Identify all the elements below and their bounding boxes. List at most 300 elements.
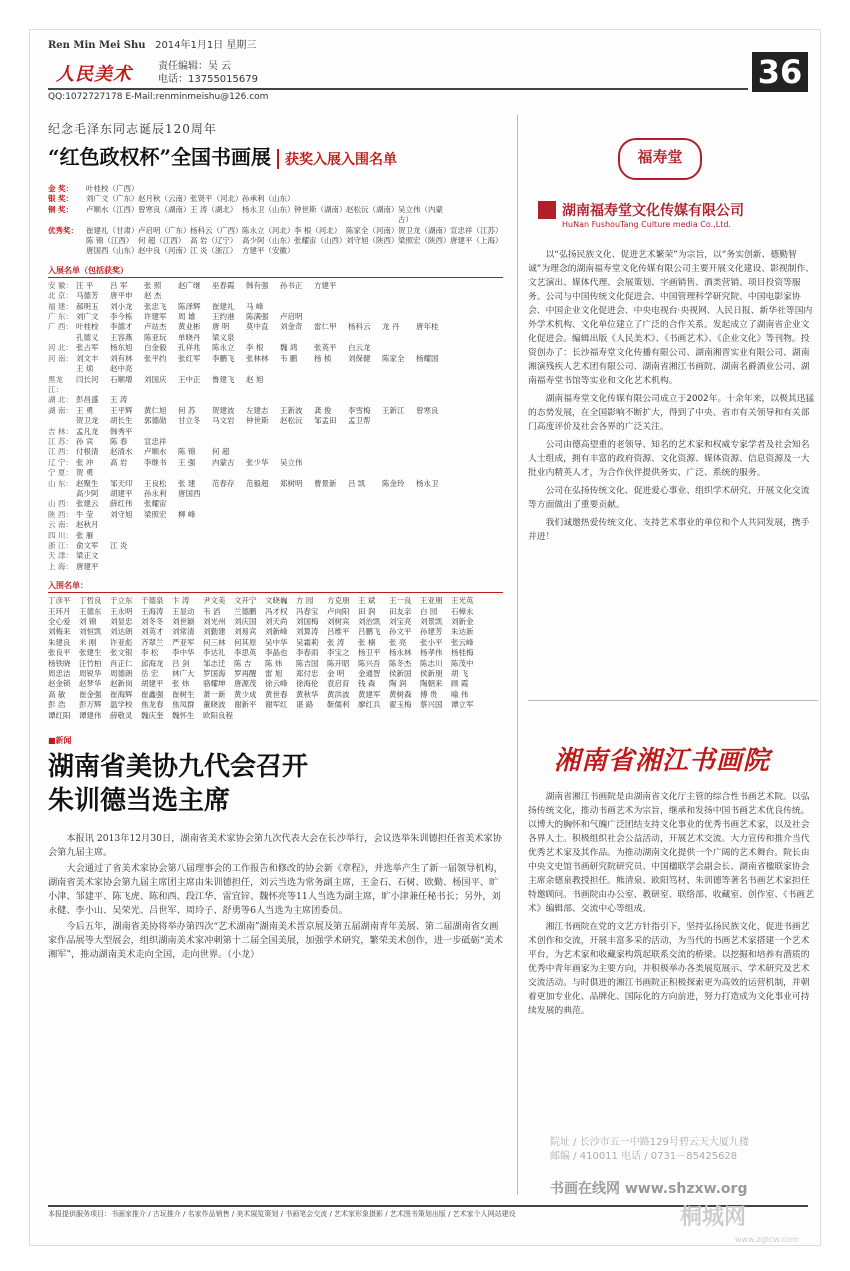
shortlist-name: 刘算涛 xyxy=(296,627,319,637)
region-label: 河 南： xyxy=(48,353,73,363)
entrant-name: 陈泽辉 xyxy=(178,301,201,311)
entrant-name: 宣忠祥 xyxy=(144,436,167,446)
entrant-name: 赵 杰 xyxy=(144,291,162,301)
award-winner: 方建平（安徽） xyxy=(242,246,295,256)
entrant-name: 胡长生 xyxy=(110,416,133,426)
shortlist-name: 刘国梅 xyxy=(296,617,319,627)
page-number: 36 xyxy=(752,52,808,92)
entrant-name: 韦 鹏 xyxy=(280,353,298,363)
entrant-name: 孟凡龙 xyxy=(76,426,99,436)
region-label: 山 东： xyxy=(48,478,73,488)
news-paragraph: 本报讯 2013年12月30日，湖南省美术家协会第九次代表大会在长沙举行，会议选举朱训德担任省美术家协会第九届主席。 xyxy=(48,833,502,859)
region-label: 上 海： xyxy=(48,561,73,571)
academy-phone: 邮编 / 410011 电话 / 0731－85425628 xyxy=(550,1151,738,1162)
shortlist-name: 蔡兴国 xyxy=(420,700,443,710)
award-winner: 陈永立（河北） xyxy=(242,225,295,235)
entrant-name: 张少华 xyxy=(246,457,269,467)
shortlist-name: 王环月 xyxy=(48,606,71,616)
entrant-name: 莫中直 xyxy=(246,322,269,332)
shortlist-name: 张良平 xyxy=(48,648,71,658)
company-name-cn: 湖南福寿堂文化传媒有限公司 xyxy=(562,203,744,219)
shortlist-name: 孙文平 xyxy=(389,627,412,637)
news-paragraph: 今后五年，湖南省美协将举办第四次“艺术湖南”湖南美术晋京展及第五届湖南青年美展、第二届湖南省女画家作品展等大型展会，组织湖南美术家冲刺第十二届全国美展，加强学术研究，繁荣美术创作，进一步砥砺“美术湘军”，推动湖南美术走向全国，走向世界。（小龙） xyxy=(48,921,503,961)
shortlist-name: 崔鑫强 xyxy=(141,689,164,699)
shortlist-name: 刘景凯 xyxy=(420,617,443,627)
region-label: 辽 宁： xyxy=(48,457,73,467)
shortlist-name: 张 亮 xyxy=(389,637,407,647)
entrant-name: 龙 丹 xyxy=(382,322,400,332)
shortlist-name: 黄洪波 xyxy=(327,689,350,699)
entrant-name: 陈 锦 xyxy=(178,447,196,457)
shortlist-name: 赵梦华 xyxy=(79,679,102,689)
entrant-name: 杨耀国 xyxy=(416,353,439,363)
region-label: 湖 南： xyxy=(48,405,73,415)
article-kicker: 纪念毛泽东同志诞辰120周年 xyxy=(48,122,217,136)
shortlist-name: 丁彦平 xyxy=(48,596,71,606)
shortlist-name: 陶朝来 xyxy=(420,679,443,689)
newspaper-logo: 人民美术 xyxy=(56,64,132,85)
award-label: 铜 奖： xyxy=(48,204,74,214)
entrant-name: 刘有林 xyxy=(110,353,133,363)
entrant-name: 汪 平 xyxy=(76,280,94,290)
shortlist-name: 黄世春 xyxy=(265,689,288,699)
shortlist-name: 刘世颖 xyxy=(172,617,195,627)
award-winner: 高 岩（辽宁） xyxy=(190,236,238,246)
shortlist-name: 刘达朗 xyxy=(110,627,133,637)
entrant-name: 张 雁 xyxy=(76,530,94,540)
region-label: 河 北： xyxy=(48,343,73,353)
shortlist-name: 焦龙春 xyxy=(141,700,164,710)
entrant-name: 赵秋月 xyxy=(76,520,99,530)
award-winner: 卢启明（广东） xyxy=(138,225,191,235)
shortlist-name: 刘 锦 xyxy=(79,617,97,627)
award-winner: 高少阿（山东） xyxy=(242,236,295,246)
shortlist-name: 陶 润 xyxy=(389,679,407,689)
region-label: 福 建： xyxy=(48,301,73,311)
shortlist-name: 崔海辉 xyxy=(110,689,133,699)
entrant-name: 马德芳 xyxy=(76,291,99,301)
shortlist-name: 王一良 xyxy=(389,596,412,606)
entrant-name: 贺建波 xyxy=(212,405,235,415)
award-winner: 刘守旭（陕西） xyxy=(346,236,399,246)
region-label: 宁 夏： xyxy=(48,468,73,478)
shortlist-name: 徐海伦 xyxy=(296,679,319,689)
entrant-name: 韩秀平 xyxy=(110,426,133,436)
entrant-name: 孔祥兆 xyxy=(178,343,201,353)
entrant-name: 杨 桢 xyxy=(314,353,332,363)
region-row xyxy=(48,520,503,530)
shortlist-name: 杨卫平 xyxy=(358,648,381,658)
entrant-name: 闫长河 xyxy=(76,374,99,384)
award-winner: 赵中良（河南） xyxy=(138,246,191,256)
entrant-name: 何 超 xyxy=(212,447,230,457)
region-label: 江 苏： xyxy=(48,436,73,446)
entrant-name: 王新江 xyxy=(382,405,405,415)
award-winner: 李 根（河北） xyxy=(294,225,342,235)
entrant-name: 赵松沅 xyxy=(280,416,303,426)
entrant-name: 王 勇 xyxy=(76,405,94,415)
entrant-name: 高少阿 xyxy=(76,488,99,498)
entrant-name: 叶桂校 xyxy=(76,322,99,332)
entrant-name: 左建志 xyxy=(246,405,269,415)
region-label: 广 西： xyxy=(48,322,73,332)
region-row xyxy=(48,437,503,447)
entrant-name: 孙永利 xyxy=(144,488,167,498)
entrant-name: 张英平 xyxy=(314,343,337,353)
left-column xyxy=(48,120,503,964)
shortlist-name: 吕维平 xyxy=(327,627,350,637)
region-label: 黑龙江： xyxy=(48,374,63,394)
entrant-name: 江 炎 xyxy=(110,541,128,550)
region-row xyxy=(48,354,503,364)
entrant-name: 刘小龙 xyxy=(110,301,133,311)
shortlist-name: 雷 旭 xyxy=(265,669,283,679)
award-winner: 杨永卫（山东） xyxy=(242,204,295,214)
award-winner: 梁照宏（陕西） xyxy=(398,236,451,246)
entrant-name: 龚 俊 xyxy=(314,405,332,415)
shortlist-name: 陈冬杰 xyxy=(389,658,412,668)
entrant-name: 马 峰 xyxy=(246,301,264,311)
entrant-name: 唐国西 xyxy=(178,488,201,498)
entrant-name: 邹孟田 xyxy=(314,416,337,426)
shortlist-name: 于德泉 xyxy=(141,596,164,606)
entrant-name: 陈永立 xyxy=(212,343,235,353)
news-paragraph: 大会通过了省美术家协会第八届理事会的工作报告和修改的协会新《章程》，并选举产生了新一届领导机构，湖南省美术家协会第九届主席团主席由朱训德担任，刘云当选为常务副主席，王金石、石树、欧勤、杨国平、旷小津、邹建平、陈飞虎、陈和西、段江华、雷宜锌、魏怀亮等11人当选为副主席，旷小津兼任秘书长；另外，刘永健、李小山、吴荣光、吕世军、周玲子、舒勇等6人当选为主席团委员。 xyxy=(48,863,503,917)
shortlist-name: 邹志迁 xyxy=(203,658,226,668)
shortlist-name: 文开宁 xyxy=(234,596,257,606)
entrant-name: 唐建平 xyxy=(76,561,99,571)
award-winner: 何 超（江西） xyxy=(138,236,186,246)
shortlist-name: 薛敬灵 xyxy=(110,710,133,720)
shortlist-name: 张建生 xyxy=(79,648,102,658)
entrant-name: 杨科云 xyxy=(348,322,371,332)
entrant-name: 梁义泉 xyxy=(212,332,235,342)
academy-paragraph: 湘江书画院在党的文艺方针指引下，坚持弘扬民族文化，促进书画艺术创作和交流，开展丰富多采的活动，为当代的书画艺术家搭建一个艺术平台，为艺术家和收藏家构筑起联系交流的桥梁。以挖掘和培养有潜质的优秀中青年画家为主要方向，并积极举办各类展览展示、学术研究及艺术交流活动。与时俱进的湘江书画院正积极探索更为高效的运营机制，并朝着更加专业化、品牌化、国际化的方向前进，努力打造成为文化事业可持续发展的典范。 xyxy=(528,922,810,1016)
entrant-name: 俞文军 xyxy=(76,541,99,550)
company-paragraph: 公司在弘扬传统文化、促进爱心事业、组织学术研究、开展文化交流等方面做出了重要贡献。 xyxy=(528,486,810,510)
page-footer: 本报提供服务项目：书画家推介 / 古玩推介 / 名家作品销售 / 美术展览策划 / 书画笔会交流 / 艺术家形象摄影 / 艺术图书策划出版 / 艺术家个人网站建设 xyxy=(48,1205,808,1223)
shortlist-name: 张文银 xyxy=(110,648,133,658)
entrant-name: 白云龙 xyxy=(348,343,371,353)
entrant-name: 范毅超 xyxy=(246,478,269,488)
entrant-name: 王良松 xyxy=(144,478,167,488)
award-winner: 江 炎（浙江） xyxy=(190,246,238,256)
news-body xyxy=(48,832,503,962)
shortlist-name: 孙建芳 xyxy=(420,627,443,637)
shortlist-name: 刘庆国 xyxy=(234,617,257,627)
entrant-name: 王约港 xyxy=(212,312,235,322)
shortlist-name: 田友亲 xyxy=(389,606,412,616)
shortlist-name: 朱达新 xyxy=(451,627,474,637)
entries-by-region xyxy=(48,281,503,572)
shortlist-name: 黄少成 xyxy=(234,689,257,699)
entrant-name: 张占军 xyxy=(76,343,99,353)
shortlist-name: 张小平 xyxy=(420,637,443,647)
entrant-name: 孙书正 xyxy=(280,280,303,290)
shortlist-name: 杨铁晓 xyxy=(48,658,71,668)
shortlist-name: 丁哲良 xyxy=(79,596,102,606)
newspaper-page xyxy=(30,30,820,1245)
shortlist-name: 李达礼 xyxy=(203,648,226,658)
entrant-name: 赵 旭 xyxy=(246,374,264,384)
company-logo-icon xyxy=(538,201,556,219)
shortlist-name: 张 涛 xyxy=(327,637,345,647)
award-winner: 陈家全（河南） xyxy=(346,225,399,235)
shortlist-name: 陈吉国 xyxy=(296,658,319,668)
entrant-name: 周 雄 xyxy=(178,312,196,322)
entrant-name: 吴立伟 xyxy=(280,457,303,467)
entrant-name: 刘国庆 xyxy=(144,374,167,384)
entrant-name: 王平辉 xyxy=(110,405,133,415)
region-row xyxy=(48,562,503,572)
region-row xyxy=(48,531,503,541)
award-row xyxy=(48,205,503,226)
award-winner: 唐建平（上海） xyxy=(450,236,503,246)
entrant-name: 邹天印 xyxy=(110,478,133,488)
award-winner: 张耀宙（山西） xyxy=(294,236,347,246)
entrant-name: 李鹏飞 xyxy=(212,353,235,363)
shortlist-name: 陈志川 xyxy=(420,658,443,668)
article-subtitle: 获奖入展入围名单 xyxy=(277,149,397,169)
shortlist-name: 吴霜莉 xyxy=(296,637,319,647)
shortlist-name: 林广大 xyxy=(172,669,195,679)
entrant-name: 卢站杰 xyxy=(144,322,167,332)
award-winner: 张贤平（河北） xyxy=(190,194,243,204)
entrant-name: 王 强 xyxy=(178,457,196,467)
shortlist-name: 周忠洁 xyxy=(48,669,71,679)
region-row xyxy=(48,447,503,457)
header-rule xyxy=(48,88,748,90)
region-label xyxy=(48,416,76,426)
entrant-name: 张 冲 xyxy=(76,457,94,467)
award-row xyxy=(48,194,503,204)
shortlist-name: 严亚军 xyxy=(172,637,195,647)
shortlist-name: 方克朋 xyxy=(327,596,350,606)
region-row xyxy=(48,510,503,520)
shortlist-name: 李春雨 xyxy=(296,648,319,658)
shortlist-name: 靳儒利 xyxy=(327,700,350,710)
entrant-name: 李雪梅 xyxy=(348,405,371,415)
entrant-name: 李继书 xyxy=(144,457,167,467)
award-winner: 贺卫龙（湖南） xyxy=(398,225,451,235)
entrant-name: 彭昌盛 xyxy=(76,395,99,405)
shortlist-name: 廖红兵 xyxy=(358,700,381,710)
shortlist-name: 黄建军 xyxy=(358,689,381,699)
company-paragraph: 公司由德高望重的老领导、知名的艺术家和权威专家学者及社会知名人士组成，拥有丰富的政府资源、文化资源、媒体资源、信息资源及一大批业内精英人才，为合作伙伴提供务实、广泛、系统的服务。 xyxy=(528,440,810,478)
fushoutang-seal: 福寿堂 xyxy=(618,138,702,180)
masthead-en: Ren Min Mei Shu xyxy=(48,40,146,51)
award-winner: 赵松沅（湖南） xyxy=(346,204,399,214)
shortlist-name: 高 敏 xyxy=(48,689,66,699)
entrant-name: 贺卫龙 xyxy=(76,416,99,426)
entrant-name: 石顺增 xyxy=(110,374,133,384)
shortlist-name: 刘易宾 xyxy=(234,627,257,637)
region-label: 广 东： xyxy=(48,312,73,322)
entrant-name: 柳 峰 xyxy=(178,509,196,519)
shortlist-name: 何三林 xyxy=(203,637,226,647)
shortlist-name: 刘英才 xyxy=(141,627,164,637)
shortlist-name: 刘新金 xyxy=(451,617,474,627)
entrant-name: 张 建 xyxy=(178,478,196,488)
shortlist-name: 韦 滔 xyxy=(203,606,221,616)
entrant-name: 魏 鸿 xyxy=(280,343,298,353)
award-winner: 唐国西（山东） xyxy=(86,246,139,256)
award-label: 金 奖： xyxy=(48,184,74,193)
shortlist-name: 刘治凯 xyxy=(358,617,381,627)
shortlist-name: 焦凤群 xyxy=(172,700,195,710)
editor-phone: 电话：13755015679 xyxy=(158,74,258,85)
region-row xyxy=(48,395,503,405)
shortlist-name: 许亚彪 xyxy=(110,637,133,647)
news-tag: ■新闻 xyxy=(48,736,72,746)
shortlist-name: 魏庆奎 xyxy=(141,710,164,720)
entrant-name: 巫春霞 xyxy=(212,280,235,290)
shortlist-name: 骆耀坤 xyxy=(203,679,226,689)
award-winner: 杨科云（广西） xyxy=(190,225,243,235)
shortlist-name: 于立东 xyxy=(110,596,133,606)
region-row xyxy=(48,333,503,343)
region-row xyxy=(48,343,503,353)
entrant-name: 张 照 xyxy=(144,280,162,290)
award-winner: 叶桂校（广西） xyxy=(86,184,139,193)
company-name-en: HuNan FushouTang Culture media Co.,Ltd. xyxy=(562,220,731,229)
entrant-name: 高 岩 xyxy=(110,457,128,467)
entrant-name: 卢顺水 xyxy=(144,447,167,457)
entrant-name: 陈满强 xyxy=(246,312,269,322)
article-title: “红色政权杯”全国书画展 xyxy=(48,145,272,169)
shortlist-name: 袁启育 xyxy=(327,679,350,689)
shortlist-name: 王 斌 xyxy=(358,596,376,606)
entrant-name: 王新波 xyxy=(280,405,303,415)
award-winner: 赵月秋（云南） xyxy=(138,194,191,204)
shortlist-name: 唐源茂 xyxy=(234,679,257,689)
region-row xyxy=(48,406,503,416)
shortlist-name: 黄树森 xyxy=(389,689,412,699)
award-winner: 刘广文（广东） xyxy=(86,194,139,204)
award-winner: 钟世斯（湖南） xyxy=(294,204,347,214)
shortlist-name: 杨桂梅 xyxy=(451,648,474,658)
shortlist-name: 刘树宾 xyxy=(327,617,350,627)
academy-contact xyxy=(550,1136,810,1164)
shortlist-name: 侯新朋 xyxy=(420,669,443,679)
ad-separator xyxy=(528,700,818,701)
shortlist-name: 吴中华 xyxy=(265,637,288,647)
shortlist-name: 金 明 xyxy=(327,669,345,679)
shortlist-name: 傅 贵 xyxy=(420,689,438,699)
editor-name: 责任编辑：吴 云 xyxy=(158,61,232,72)
shortlist-name: 钱 森 xyxy=(358,679,376,689)
shortlist-name: 谭红阳 xyxy=(48,710,71,720)
academy-description xyxy=(528,790,818,1022)
entrant-name: 黄仁旭 xyxy=(144,405,167,415)
award-winner: 宣忠祥（江苏） xyxy=(450,225,503,235)
award-winner: 吴立伟（内蒙古） xyxy=(398,204,443,225)
shortlist-name: 米 刚 xyxy=(79,637,97,647)
shortlist-name: 萧一新 xyxy=(203,689,226,699)
shortlist-name: 顾 霞 xyxy=(451,679,469,689)
entrant-name: 何 苏 xyxy=(178,405,196,415)
academy-paragraph: 湖南省湘江书画院是由湖南省文化厅主管的综合性书画艺术院。以弘扬传统文化，推动书画艺术为宗旨，继承和发扬中国书画艺术优良传统。以博大的胸怀和气魄广泛团结支持文化事业的优秀书画艺术家，以及社会各界人士。积极组织社会公益活动，开展艺术交流。大力宣传和推介当代优秀艺术家及其作品。为推动湖南文化提供一个广阔的艺术舞台。院长由中央文史馆书画研究院研究员、中国楹联学会副会长、湖南省楹联家协会主席余德泉教授担任。熊清泉、欧阳笃材、朱训德等著名书画艺术家担任特邀顾问。书画院由办公室、教研室、联络部、收藏室、创作室、《书画艺术》编辑部、交流中心等组成。 xyxy=(528,792,814,914)
shortlist-heading: 入围名单： xyxy=(48,580,503,593)
entrant-name: 甘立冬 xyxy=(178,416,201,426)
shortlist-name: 翟玉梅 xyxy=(389,700,412,710)
shortlist-name: 杨永林 xyxy=(389,648,412,658)
entrant-name: 刘守旭 xyxy=(110,509,133,519)
entrant-name: 雷仁甲 xyxy=(314,322,337,332)
entrant-name: 内蒙古 xyxy=(212,457,235,467)
region-label xyxy=(48,364,76,374)
entrant-name: 鲁建飞 xyxy=(212,374,235,384)
entrant-name: 张建云 xyxy=(76,499,99,509)
entrant-name: 单晓丹 xyxy=(178,332,201,342)
award-winner: 卢顺水（江西） xyxy=(86,204,139,214)
shortlist-name: 刘显忠 xyxy=(110,617,133,627)
entrant-name: 陈金玲 xyxy=(382,478,405,488)
shortlist-name: 何其原 xyxy=(234,637,257,647)
entrant-name: 梁照宏 xyxy=(144,509,167,519)
shortlist-name: 王德东 xyxy=(79,606,102,616)
shortlist-name: 罗国海 xyxy=(203,669,226,679)
shortlist-name: 汪竹柏 xyxy=(79,658,102,668)
region-row xyxy=(48,541,503,551)
entrant-name: 张耀宙 xyxy=(144,499,167,509)
shortlist-name: 李宝之 xyxy=(327,648,350,658)
shortlist-name: 黄秋华 xyxy=(296,689,319,699)
region-row xyxy=(48,375,503,396)
entrant-name: 曾寒良 xyxy=(416,405,439,415)
award-row xyxy=(48,226,503,257)
shortlist-name: 邱海龙 xyxy=(141,658,164,668)
entrant-name: 曹景新 xyxy=(314,478,337,488)
shortlist-name: 刘梅来 xyxy=(48,627,71,637)
shortlist-name: 刘新峰 xyxy=(265,627,288,637)
entrant-name: 许建军 xyxy=(144,312,167,322)
entrant-name: 薛红伟 xyxy=(110,499,133,509)
entrant-name: 方建平 xyxy=(314,280,337,290)
headline-line-2: 朱训德当选主席 xyxy=(48,786,231,817)
entrant-name: 赵中亮 xyxy=(110,364,133,374)
region-label: 湖 北： xyxy=(48,395,73,405)
headline-line-1: 湖南省美协九代会召开 xyxy=(48,752,309,783)
shortlist-name: 喻 伟 xyxy=(451,689,469,699)
company-paragraph: 以“弘扬民族文化、促进艺术繁荣”为宗旨，以“务实创新、德勤智诚”为理念的湖南福寿堂文化传媒有限公司主要开展文化建设、影视制作、文艺演出、媒体代理、会展策划、字画销售、酒类营销、项目投资等服务。公司与中国传统文化促进会、中国管理科学研究院、中国电影家协会、中国企业文化促进会、中央电视台·央视网、人民日报、新华社等国内外学术机构、文化单位建立了广泛的合作关系。发起成立了湖南省企业文化促进会。编辑出版《人民美术》、《书画艺术》、《企业文化》等刊物。投资创办了：长沙福寿堂文化传播有限公司、湖南湘晋实业有限公司、湖南湘演残疾人艺术团有限公司、湖南省湘江书画院、湖南名爵酒业公司、湖南福寿堂书馆等实业和文化艺术机构。 xyxy=(528,250,815,386)
shortlist-name: 刘恒凯 xyxy=(79,627,102,637)
academy-title: 湘南省湘江书画院 xyxy=(554,746,771,776)
entrant-name: 张平约 xyxy=(144,353,167,363)
region-row xyxy=(48,427,503,437)
entrant-name: 牛 莹 xyxy=(76,509,94,519)
region-row xyxy=(48,468,503,478)
shortlist-name: 陈兴吾 xyxy=(358,658,381,668)
region-row xyxy=(48,551,503,561)
shortlist-name: 董晓波 xyxy=(203,700,226,710)
shortlist-name: 王亚朋 xyxy=(420,596,443,606)
entrant-name: 唐平申 xyxy=(110,291,133,301)
award-winner: 孙承利（山东） xyxy=(242,194,295,204)
editor-info xyxy=(158,60,258,86)
watermark-url: www.zgtcw.com xyxy=(735,1235,799,1244)
shortlist-name: 崔金强 xyxy=(79,689,102,699)
shortlist-name: 赵金锁 xyxy=(48,679,71,689)
shortlist-name: 田 润 xyxy=(358,606,376,616)
shortlist-name: 王显动 xyxy=(172,606,195,616)
shortlist-names xyxy=(48,596,503,721)
shortlist-name: 岳 宏 xyxy=(141,669,159,679)
entrant-name: 胡建平 xyxy=(110,488,133,498)
entrant-name: 韩有强 xyxy=(246,280,269,290)
awards-list xyxy=(48,184,503,257)
academy-website: 书画在线网 www.shzxw.org xyxy=(550,1181,748,1197)
